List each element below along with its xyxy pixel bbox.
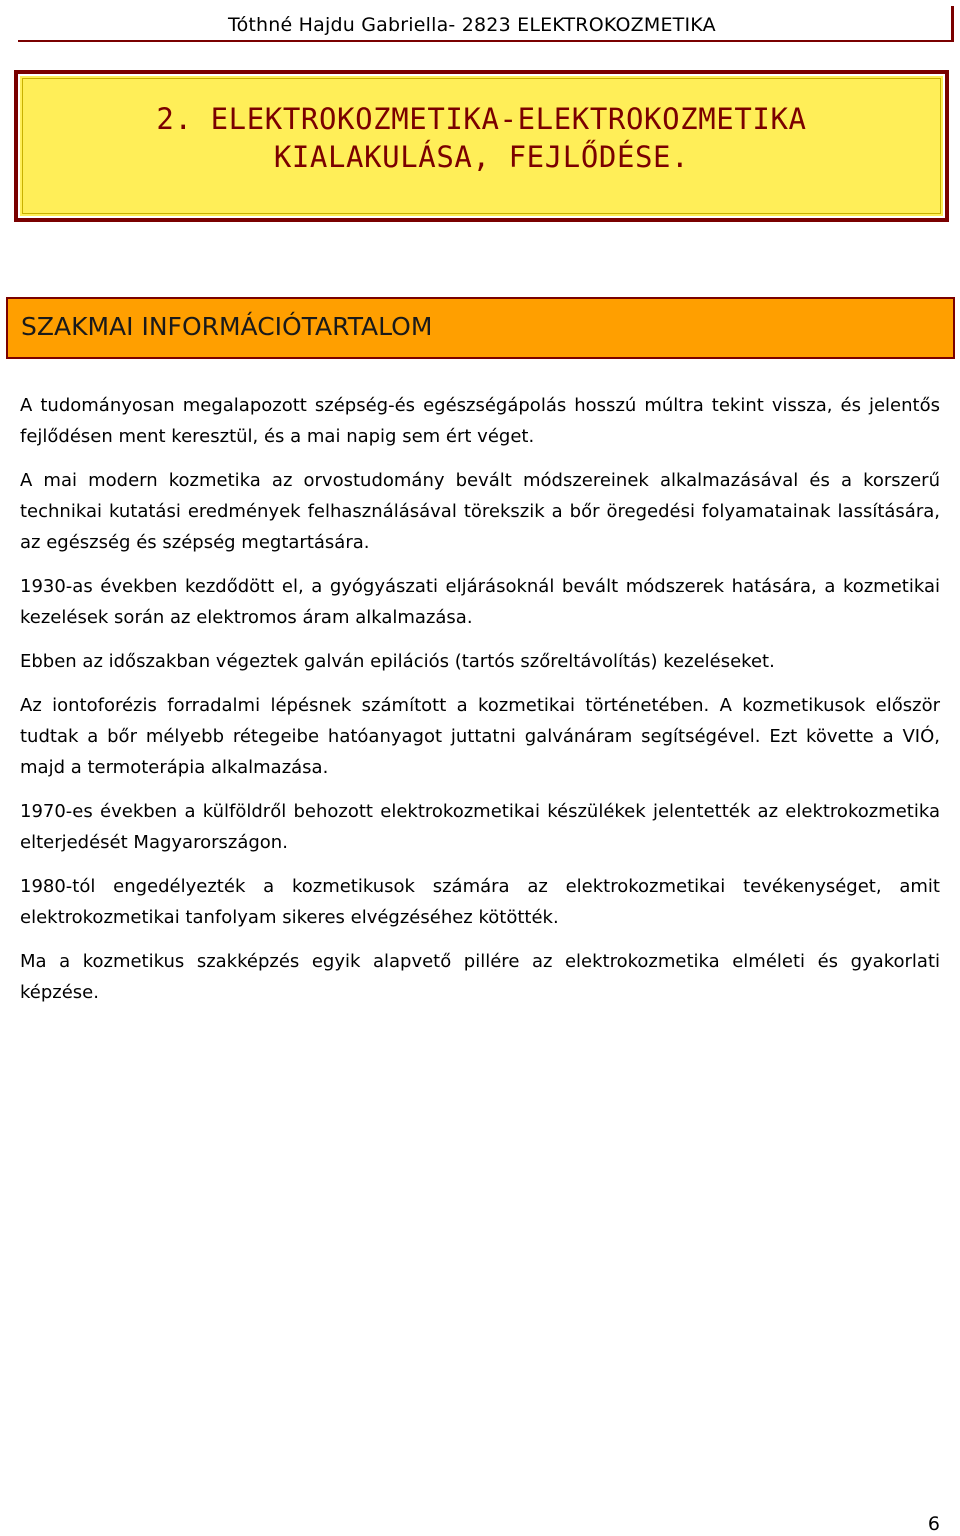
paragraph-1: A tudományosan megalapozott szépség-és egészségápolás hosszú múltra tekint vissza, és jelentős fejlődésen ment keresztül, és a mai napig sem ért véget. xyxy=(20,395,940,447)
section-heading: SZAKMAI INFORMÁCIÓTARTALOM xyxy=(21,312,433,341)
paragraph-7: 1980-tól engedélyezték a kozmetikusok számára az elektrokozmetikai tevékenységet, amit elektrokozmetikai tanfolyam sikeres elvégzéséhez kötötték. xyxy=(20,876,940,928)
running-header-text: Tóthné Hajdu Gabriella- 2823 ELEKTROKOZMETIKA xyxy=(228,14,716,36)
running-header xyxy=(0,0,960,42)
paragraph-5: Az iontoforézis forradalmi lépésnek számított a kozmetikai történetében. A kozmetikusok először tudtak a bőr mélyebb rétegeibe hatóanyagot juttatni galvánáram segítségével. Ezt követte a VIÓ, majd a termoterápia alkalmazása. xyxy=(20,695,940,778)
paragraph-2: A mai modern kozmetika az orvostudomány bevált módszereinek alkalmazásával és a korszerű technikai kutatási eredmények felhasználásával törekszik a bőr öregedési folyamatainak lassítására, az egészség és szépség megtartására. xyxy=(20,470,940,553)
paragraph-8: Ma a kozmetikus szakképzés egyik alapvető pillére az elektrokozmetika elméleti és gyakorlati képzése. xyxy=(20,951,940,1003)
paragraph-4: Ebben az időszakban végeztek galván epilációs (tartós szőreltávolítás) kezeléseket. xyxy=(20,651,775,672)
chapter-title-line-1: 2. ELEKTROKOZMETIKA-ELEKTROKOZMETIKA xyxy=(156,102,807,136)
section-heading-box xyxy=(6,297,955,359)
page-number: 6 xyxy=(927,1513,940,1535)
chapter-title-box xyxy=(14,70,949,222)
paragraph-6: 1970-es években a külföldről behozott elektrokozmetikai készülékek jelentették az elektrokozmetika elterjedését Magyarországon. xyxy=(20,801,940,853)
chapter-title xyxy=(20,100,943,176)
chapter-title-line-2: KIALAKULÁSA, FEJLŐDÉSE. xyxy=(273,140,690,174)
paragraph-3: 1930-as években kezdődött el, a gyógyászati eljárásoknál bevált módszerek hatására, a kozmetikai kezelések során az elektromos áram alkalmazása. xyxy=(20,576,940,628)
header-rule xyxy=(18,40,954,42)
chapter-title-inner xyxy=(18,74,945,218)
body-text xyxy=(20,390,940,1021)
header-rule-end xyxy=(951,6,954,42)
